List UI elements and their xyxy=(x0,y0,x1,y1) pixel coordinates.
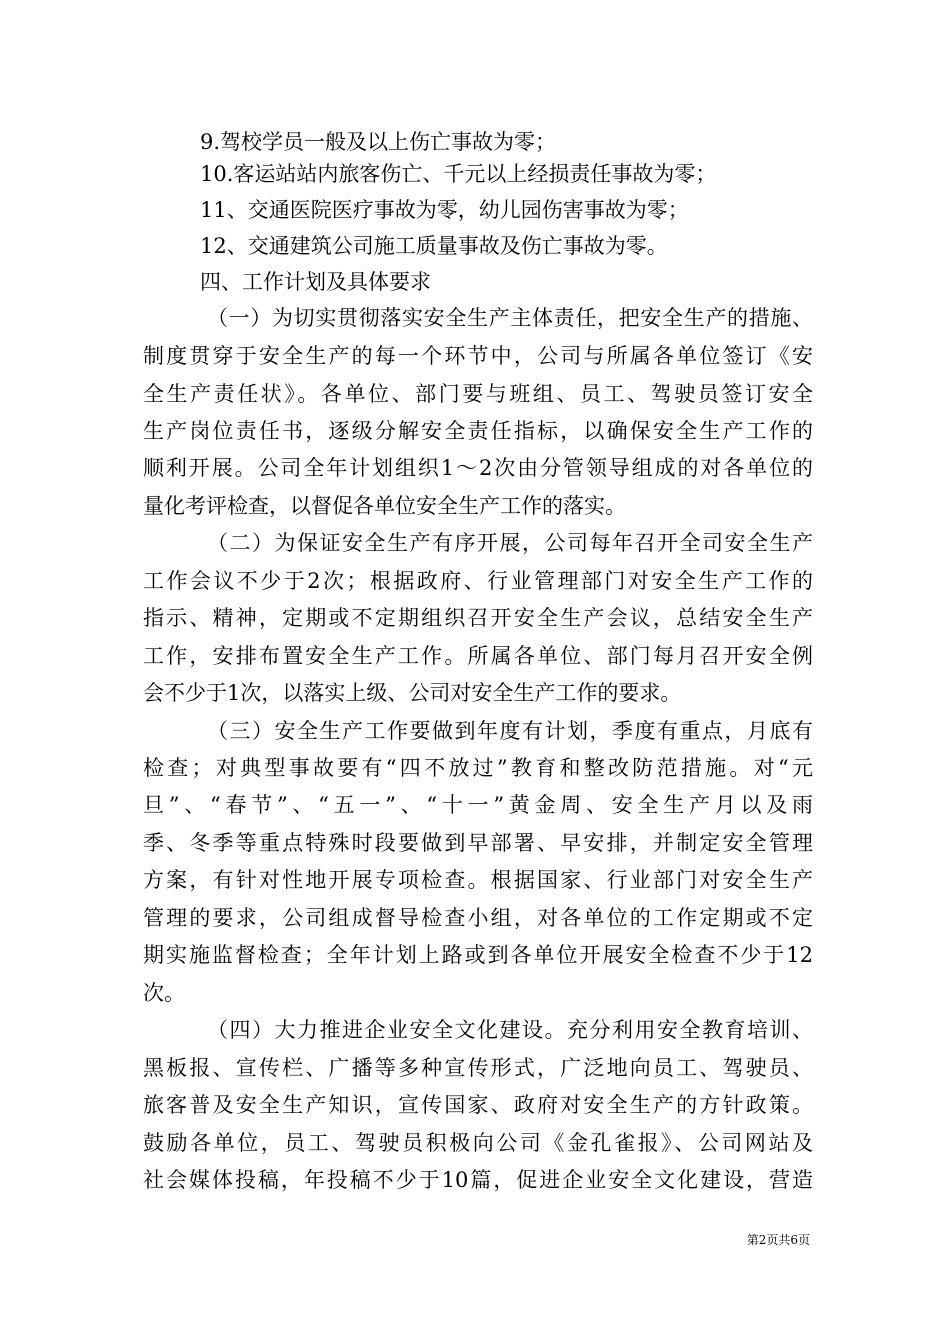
text-line: 黑板报、宣传栏、广播等多种宣传形式，广泛地向员工、驾驶员、 xyxy=(143,1056,813,1080)
text-line: 次。 xyxy=(143,981,185,1005)
text-line: 生产岗位责任书，逐级分解安全责任指标，以确保安全生产工作的 xyxy=(143,419,813,443)
text-line: 社会媒体投稿，年投稿不少于10篇，促进企业安全文化建设，营造 xyxy=(143,1168,813,1192)
text-line: 工作，安排布置安全生产工作。所属各单位、部门每月召开安全例 xyxy=(143,644,813,668)
text-line: 旅客普及安全生产知识，宣传国家、政府对安全生产的方针政策。 xyxy=(143,1093,813,1117)
text-line: 11、交通医院医疗事故为零，幼儿园伤害事故为零； xyxy=(200,198,689,222)
text-line: 鼓励各单位，员工、驾驶员积极向公司《金孔雀报》、公司网站及 xyxy=(143,1131,813,1155)
text-line: 顺利开展。公司全年计划组织1～2次由分管领导组成的对各单位的 xyxy=(143,456,813,480)
text-line: 制度贯穿于安全生产的每一个环节中，公司与所属各单位签订《安 xyxy=(143,344,813,368)
text-line: 旦”、“春节”、“五一”、“十一”黄金周、安全生产月以及雨 xyxy=(143,793,813,817)
text-line: （二）为保证安全生产有序开展，公司每年召开全司安全生产 xyxy=(207,531,813,555)
text-line: 管理的要求，公司组成督导检查小组，对各单位的工作定期或不定 xyxy=(143,906,813,930)
text-line: 期实施监督检查；全年计划上路或到各单位开展安全检查不少于12 xyxy=(143,943,813,967)
text-line: （一）为切实贯彻落实安全生产主体责任，把安全生产的措施、 xyxy=(207,306,813,330)
text-line: 季、冬季等重点特殊时段要做到早部署、早安排，并制定安全管理 xyxy=(143,831,813,855)
text-line: （三）安全生产工作要做到年度有计划，季度有重点，月底有 xyxy=(207,719,813,743)
text-line: 方案，有针对性地开展专项检查。根据国家、行业部门对安全生产 xyxy=(143,868,813,892)
text-line: 9.驾校学员一般及以上伤亡事故为零； xyxy=(200,130,557,154)
text-line: 指示、精神，定期或不定期组织召开安全生产会议，总结安全生产 xyxy=(143,606,813,630)
text-line: 12、交通建筑公司施工质量事故及伤亡事故为零。 xyxy=(200,234,668,258)
text-line: 10.客运站站内旅客伤亡、千元以上经损责任事故为零； xyxy=(200,162,717,186)
text-line: 会不少于1次，以落实上级、公司对安全生产工作的要求。 xyxy=(143,681,682,705)
text-line: 检查；对典型事故要有“四不放过”教育和整改防范措施。对“元 xyxy=(143,756,813,780)
text-line: （四）大力推进企业安全文化建设。充分利用安全教育培训、 xyxy=(207,1018,813,1042)
section-heading: 四、工作计划及具体要求 xyxy=(200,270,431,294)
text-line: 工作会议不少于2次；根据政府、行业管理部门对安全生产工作的 xyxy=(143,569,813,593)
text-line: 量化考评检查，以督促各单位安全生产工作的落实。 xyxy=(143,494,626,518)
text-line: 全生产责任状》。各单位、部门要与班组、员工、驾驶员签订安全 xyxy=(143,382,813,406)
page-number: 第2页共6页 xyxy=(746,1233,810,1247)
